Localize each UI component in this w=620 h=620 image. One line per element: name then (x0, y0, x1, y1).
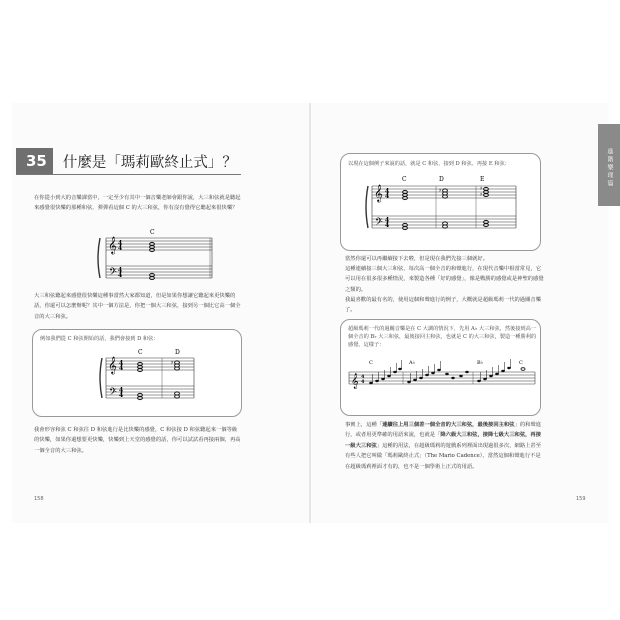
para4-mid-2: 」這種的用法，在超級瑪莉的遊戲系列裡面出現過很多次，網路上甚至有些人把它叫做「瑪莉歐終止式」（The Mario Cadence），當然這個和聲進行不是在超級瑪莉裡面才有的，也不是一個學術上正式的用語。 (345, 442, 542, 470)
chord-label-c: C (402, 176, 407, 183)
header-rule (16, 174, 241, 175)
svg-text:𝄞: 𝄞 (108, 356, 117, 374)
svg-text:4: 4 (385, 188, 390, 195)
svg-text:4: 4 (361, 374, 365, 380)
right-paragraph-3: 我最喜歡的最有名的，使用這個和聲進行的例子，大概就是超級瑪莉一代的過關音樂了。 (345, 297, 541, 314)
chord-label-d: D (175, 349, 180, 356)
left-box-caption: 例如我們從 C 和弦開始的話，我們會接到 D 和弦： (40, 336, 159, 342)
svg-text:4: 4 (118, 267, 123, 274)
right-box-caption: 以現在這個例子來說的話，就是 C 和弦、接到 D 和弦、再接 E 和弦： (348, 161, 510, 167)
svg-text:4: 4 (119, 392, 124, 399)
svg-text:𝄞: 𝄞 (351, 374, 359, 389)
figure-c-d-e-chords (362, 172, 520, 238)
side-tab: 進階樂理篇 (598, 124, 620, 206)
svg-text:♯: ♯ (480, 192, 483, 198)
svg-text:♯: ♯ (480, 186, 483, 192)
left-paragraph-2: 大三和弦聽起來感覺很快樂這種事當然大家都知道，但是如果你想讓它聽起來更快樂的話，你還可以怎麼辦呢？其中一個方法是，你把一個大三和弦，接到另一個比它高一個全音的大三和弦。 (34, 293, 241, 320)
page-number-right: 159 (576, 496, 586, 502)
figure-mario-cadence (343, 352, 539, 398)
svg-text:♯: ♯ (171, 360, 174, 366)
svg-text:𝄞: 𝄞 (108, 236, 117, 254)
svg-text:4: 4 (118, 272, 123, 279)
chord-label-d: D (439, 176, 444, 183)
svg-text:4: 4 (118, 245, 123, 252)
para4-bold-2: 降六級大三和弦，接降七級大三和弦，再接一級大三和弦 (345, 432, 542, 449)
chord-label-e: E (480, 176, 485, 183)
right-paragraph-2: 這種連續接三個大三和弦，每次高一個全音的和聲進行，在現代音樂中相當常見，它可以用在很多很多種情況，來製造各種「好的感覺」，像是戰勝的感覺或是神聖的感覺之類的。 (345, 266, 544, 293)
para4-bold-1: 連續往上用三個差一個全音的大三和弦，最後接回主和弦 (382, 422, 515, 428)
chord-label-c: C (138, 349, 143, 356)
svg-text:4: 4 (118, 240, 123, 247)
book-gutter (309, 103, 311, 523)
chapter-header (16, 148, 237, 174)
svg-text:4: 4 (385, 222, 390, 229)
svg-text:𝄞: 𝄞 (374, 184, 383, 202)
svg-text:4: 4 (119, 387, 124, 394)
chord-label-c-1: C (369, 360, 373, 366)
page-number-left: 158 (34, 496, 44, 502)
chapter-number: 35 (16, 148, 53, 174)
svg-text:4: 4 (119, 360, 124, 367)
svg-text:4: 4 (361, 379, 365, 385)
figure-c-chord (86, 226, 216, 288)
chord-label-c-2: C (519, 360, 523, 366)
left-intro-paragraph: 在你從小到大的音樂課當中，一定至少有其中一個音樂老師會跟你說，大三和弦就是聽起來感覺很快樂的那種和弦，彈彈看這個 C 的大三和弦，你有沒有覺得它聽起來很快樂？ (34, 195, 241, 212)
svg-text:𝄢: 𝄢 (375, 216, 383, 230)
svg-text:𝄢: 𝄢 (109, 386, 117, 400)
para4-pre: 事實上，這種「 (345, 422, 383, 428)
chord-label-a-flat: A♭ (409, 360, 415, 366)
right-paragraph-1: 當然你還可以再繼續接下去啦，但是現在我們先接三個就好。 (345, 256, 489, 262)
svg-text:𝄢: 𝄢 (109, 266, 117, 280)
chord-label: C (150, 229, 155, 236)
figure-c-d-chords (98, 346, 198, 408)
svg-text:4: 4 (119, 365, 124, 372)
mario-box-caption: 超級瑪莉一代的過關音樂是在 C 大調的情況下，先用 A♭ 大三和弦，然後接到高一個全音的 B♭ 大三和弦，最後接回主和弦，也就是 C 的大三和弦，製造一種勝利的感覺。這樣子： (348, 326, 537, 348)
right-paragraph-4 (345, 420, 545, 472)
para4-mid-1: 」的和聲進行，或者用更準確的用語來說，也就是「 (345, 422, 542, 439)
svg-text:4: 4 (385, 217, 390, 224)
chapter-title: 什麼是「瑪莉歐終止式」？ (62, 154, 237, 171)
svg-text:♯: ♯ (439, 188, 442, 194)
chord-label-b-flat: B♭ (477, 360, 484, 366)
svg-text:4: 4 (385, 193, 390, 200)
left-paragraph-3: 我會形容和弦 C 和弦往 D 和弦進行是比快樂的感覺，C 和弦接 D 和弦聽起來一個等級的快樂，如果你還想要更快樂，快樂到上天堂的感覺的話，你可以試試看再接兩個，再高一個全音的大三和弦。 (34, 427, 241, 454)
